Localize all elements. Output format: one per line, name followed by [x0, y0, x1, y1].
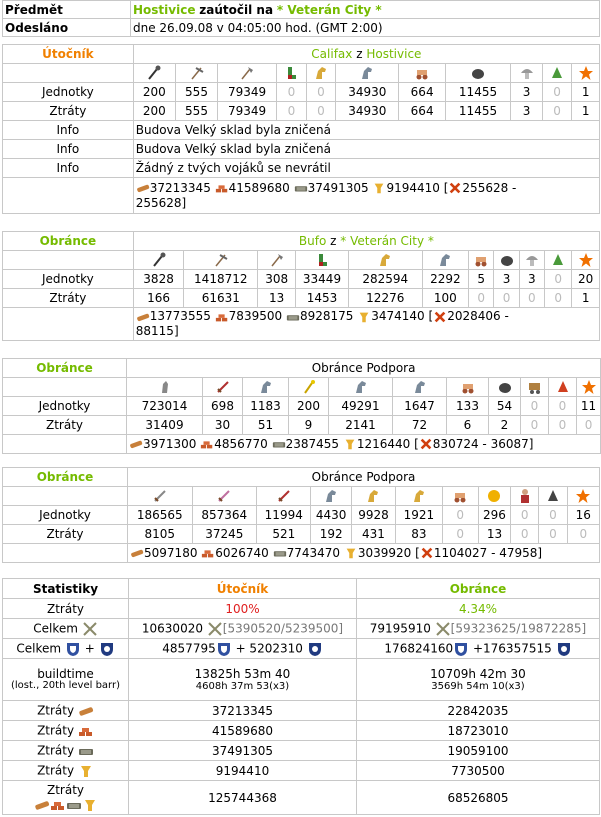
defender-block-1	[2, 231, 600, 341]
defender2-losses-row: Ztráty 31409 30 51 9 2141 72 6 2 0 0 0	[3, 416, 601, 435]
loss-percent-defender: 4.34%	[357, 599, 600, 619]
defender-player-link[interactable]: Bufo	[298, 234, 327, 248]
crossed-swords-icon	[82, 621, 98, 637]
pick-axe-icon	[213, 252, 229, 268]
attacker-block	[2, 44, 600, 214]
settler-icon	[550, 252, 566, 268]
ram-icon	[473, 252, 489, 268]
defender3-icons-row	[3, 487, 600, 506]
wood-icon	[130, 546, 144, 560]
shield-ring-icon	[307, 641, 323, 657]
attacker-player-link[interactable]: Califax	[311, 47, 353, 61]
defender3-losses-row: Ztráty 8105 37245 521 192 431 83 0 13 0 0 0	[3, 525, 600, 544]
armored-horse-icon	[258, 379, 274, 395]
subject-value: Hostivice zaútočil na * Veterán City *	[131, 1, 600, 19]
stats-title: Statistiky	[3, 579, 129, 599]
hero-star-icon	[578, 252, 594, 268]
defender3-resources-row: 5097180 6026740 7743470 3039920 [ 1104027 - 47958]	[3, 544, 600, 563]
statistics-table: Statistiky Útočník Obránce Ztráty 100% 4.34% Celkem 10630020 [5390520/5239500] 79195910 [59323625/19872285] Celkem + 4857795 + 5202310 176824160 +176357515 buildtime (lost., 20th level barr) 13825h 53m 40 4608h 37m 53(x3) 10709h 42m 30 3569h 54m 10(x3) Ztráty 37213345 22842035 Ztráty 41589680 18723010 Ztráty 37491305 19059100 Ztráty 9194410 7730500 Ztráty 125744368 68526805	[2, 578, 600, 815]
attacker-resources-row: 37213345 41589680 37491305 9194410 [ 255628 - 255628]	[3, 178, 600, 214]
clay-icon	[78, 723, 94, 739]
shield-icon	[216, 641, 232, 657]
ghoul-icon	[157, 379, 173, 395]
defender2-resources-row: 3971300 4856770 2387455 1216440 [ 830724 - 36087]	[3, 435, 601, 454]
defender-support-title: Obránce Podpora	[128, 468, 600, 487]
sword-icon	[215, 379, 231, 395]
ram-icon	[460, 379, 476, 395]
boots-icon	[314, 252, 330, 268]
attacker-village-link[interactable]: Hostivice	[366, 47, 422, 61]
carry-icon	[420, 546, 434, 560]
attacker-village-link[interactable]: Hostivice	[133, 2, 196, 17]
iron-icon	[78, 743, 94, 759]
club-icon	[151, 252, 167, 268]
horse-icon	[411, 488, 427, 504]
carry-icon	[419, 437, 433, 451]
clay-icon	[215, 310, 229, 324]
defender3-units-row: Jednotky 186565 857364 11994 4430 9928 1921 0 296 0 0 16	[3, 506, 600, 525]
defender-village-link[interactable]: * Veterán City *	[340, 234, 434, 248]
shield-icon	[453, 641, 469, 657]
sword-icon	[152, 488, 168, 504]
wood-icon	[136, 310, 150, 324]
defender1-units-row: Jednotky 3828 1418712 308 33449 282594 2292 5 3 3 0 20	[3, 270, 600, 289]
pick-axe-icon	[189, 65, 205, 81]
axe-icon	[269, 252, 285, 268]
sword-pink-icon	[216, 488, 232, 504]
wood-icon	[34, 797, 50, 813]
hero-star-icon	[581, 379, 597, 395]
crop-icon	[372, 181, 386, 195]
defender-role: Obránce	[3, 232, 134, 251]
shield-ring-icon	[556, 641, 572, 657]
shield-icon	[65, 641, 81, 657]
attacker-losses-row: Ztráty 200 555 79349 0 0 34930 664 11455 3 0 1	[3, 102, 600, 121]
attacker-units-row: Jednotky 200 555 79349 0 0 34930 664 11455 3 0 1	[3, 83, 600, 102]
clay-icon	[50, 797, 66, 813]
wood-icon	[78, 703, 94, 719]
subject-label: Předmět	[3, 1, 131, 19]
defender-block-2	[2, 358, 601, 454]
ram-icon	[452, 488, 468, 504]
horse-icon	[377, 252, 393, 268]
defender-owner: Bufo z * Veterán City *	[133, 232, 599, 251]
wood-icon	[129, 437, 143, 451]
crop-icon	[343, 437, 357, 451]
cart-icon	[527, 379, 543, 395]
defender1-icons-row	[3, 251, 600, 270]
report-header	[2, 0, 600, 37]
fire-icon	[486, 488, 502, 504]
crop-icon	[78, 763, 94, 779]
crop-icon	[82, 797, 98, 813]
wood-icon	[136, 181, 150, 195]
crossed-swords-icon	[207, 621, 223, 637]
attacker-icons-row	[3, 64, 600, 83]
boulder-icon	[497, 379, 513, 395]
iron-icon	[273, 546, 287, 560]
hero-star-icon	[578, 65, 594, 81]
settler-icon	[545, 488, 561, 504]
boots-icon	[283, 65, 299, 81]
target-village-link[interactable]: * Veterán City *	[276, 2, 382, 17]
defender-role: Obránce	[3, 359, 127, 378]
shield-ring-icon	[99, 641, 115, 657]
horse-icon	[365, 488, 381, 504]
clay-icon	[215, 181, 229, 195]
defender-support-title: Obránce Podpora	[127, 359, 601, 378]
info-row: Info Žádný z tvých vojáků se nevrátil	[3, 159, 600, 178]
stats-defender-heading: Obránce	[357, 579, 600, 599]
defender-role: Obránce	[3, 468, 128, 487]
hero-star-icon	[575, 488, 591, 504]
armored-horse-icon	[437, 252, 453, 268]
carry-icon	[448, 181, 462, 195]
catapult-rock-icon	[470, 65, 486, 81]
defender2-icons-row	[3, 378, 601, 397]
iron-icon	[286, 310, 300, 324]
defender2-units-row: Jednotky 723014 698 1183 200 49291 1647 133 54 0 0 11	[3, 397, 601, 416]
iron-icon	[66, 797, 82, 813]
defender1-losses-row: Ztráty 166 61631 13 1453 12276 100 0 0 0 0 1	[3, 289, 600, 308]
sent-label: Odesláno	[3, 19, 131, 37]
club-icon	[146, 65, 162, 81]
iron-icon	[294, 181, 308, 195]
clay-icon	[200, 437, 214, 451]
defender1-resources-row: 13773555 7839500 8928175 3474140 [ 2028406 - 88115]	[3, 308, 600, 341]
ram-icon	[414, 65, 430, 81]
loss-percent-attacker: 100%	[129, 599, 357, 619]
chief-icon	[517, 488, 533, 504]
armored-horse-icon	[323, 488, 339, 504]
iron-icon	[272, 437, 286, 451]
settler-icon	[549, 65, 565, 81]
horse-icon	[313, 65, 329, 81]
crop-icon	[344, 546, 358, 560]
chief-icon	[519, 65, 535, 81]
attacker-owner: Califax z Hostivice	[133, 45, 599, 64]
sent-value: dne 26.09.08 v 04:05:00 hod. (GMT 2:00)	[131, 19, 600, 37]
crossed-swords-icon	[435, 621, 451, 637]
armored-horse-icon	[359, 65, 375, 81]
settler-icon	[555, 379, 571, 395]
staff-icon	[301, 379, 317, 395]
sword-red-icon	[276, 488, 292, 504]
axe-icon	[239, 65, 255, 81]
attacker-role: Útočník	[3, 45, 134, 64]
info-row: Info Budova Velký sklad byla zničená	[3, 140, 600, 159]
armored-horse-icon	[412, 379, 428, 395]
info-row: Info Budova Velký sklad byla zničená	[3, 121, 600, 140]
stats-attacker-heading: Útočník	[129, 579, 357, 599]
defender-block-3	[2, 467, 600, 563]
catapult-rock-icon	[499, 252, 515, 268]
crop-icon	[357, 310, 371, 324]
carry-icon	[433, 310, 447, 324]
clay-icon	[201, 546, 215, 560]
armored-horse-icon	[353, 379, 369, 395]
chief-icon	[524, 252, 540, 268]
